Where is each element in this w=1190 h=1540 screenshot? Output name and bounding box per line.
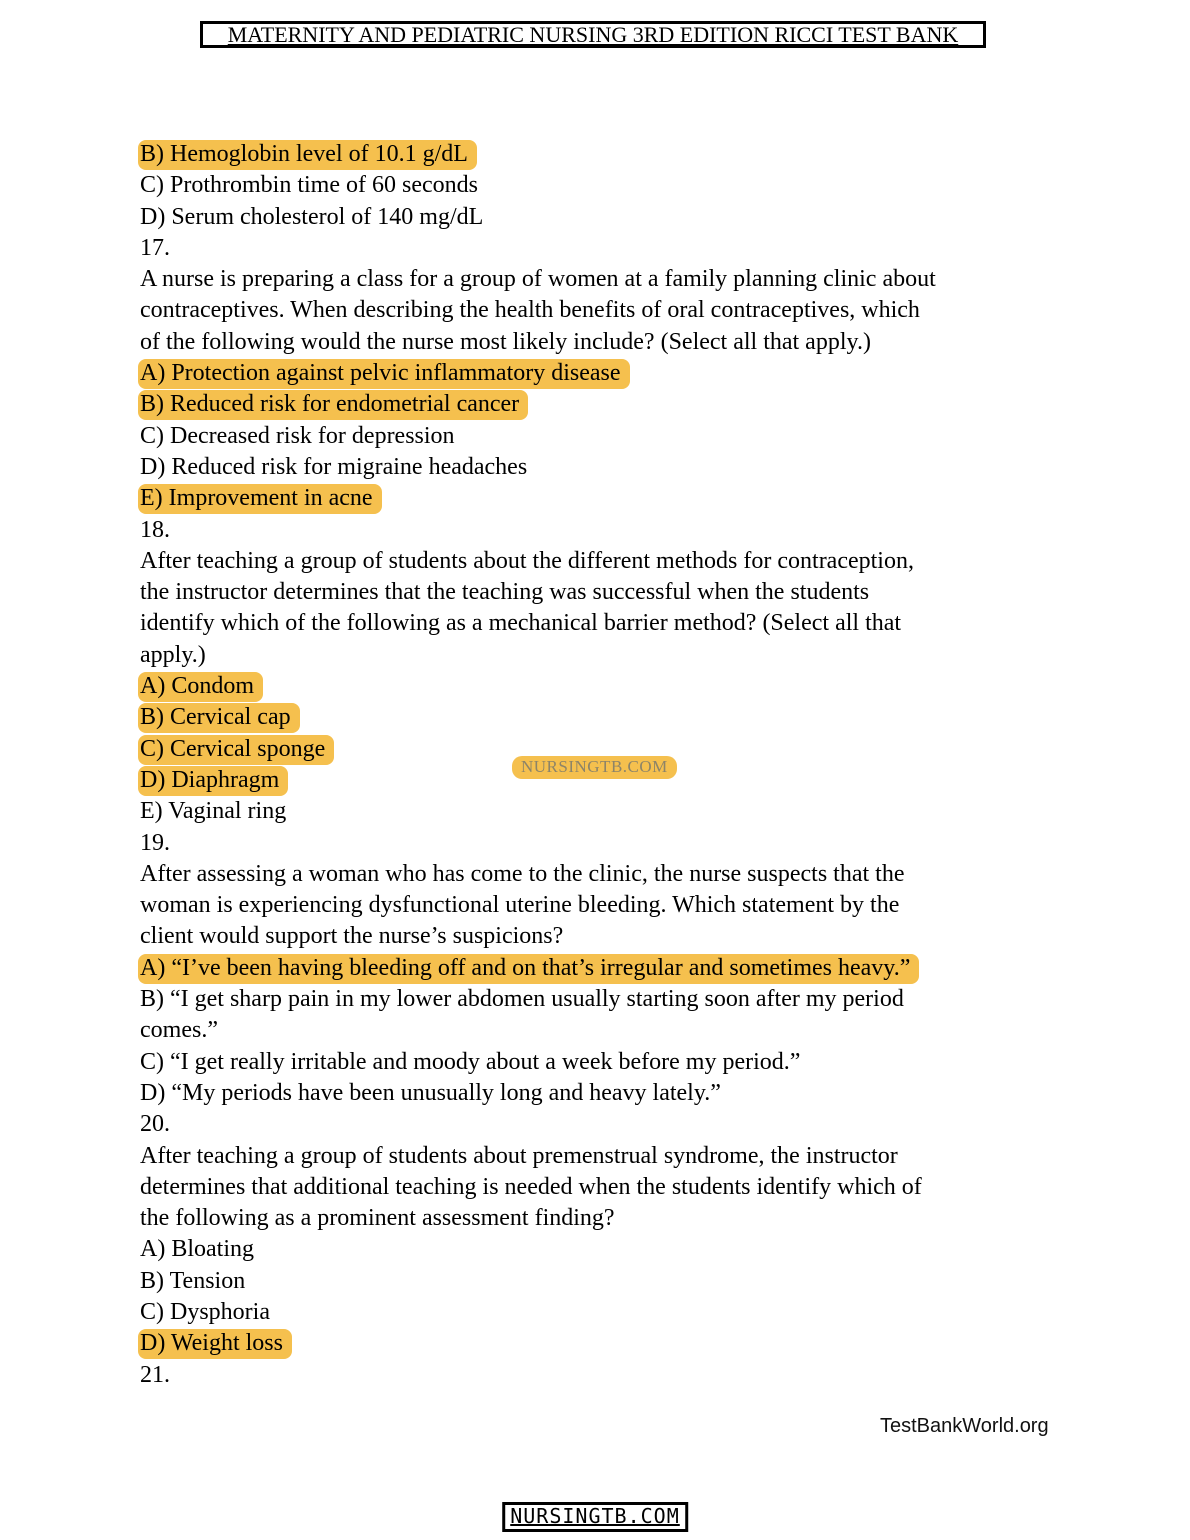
text-line	[140, 233, 1120, 264]
page-header-box	[200, 21, 986, 48]
footer-badge-text: NURSINGTB.COM	[502, 1502, 688, 1532]
text-line	[140, 327, 1120, 358]
text-line	[140, 421, 1120, 452]
plain-text: B) “I get sharp pain in my lower abdomen usually starting soon after my period	[140, 986, 904, 1013]
text-line	[140, 702, 1120, 733]
plain-text: D) “My periods have been unusually long and heavy lately.”	[140, 1079, 721, 1106]
text-line	[140, 1266, 1120, 1297]
text-line	[140, 358, 1120, 389]
text-line	[140, 1047, 1120, 1078]
text-line	[140, 1172, 1120, 1203]
text-line	[140, 546, 1120, 577]
watermark-text: NURSINGTB.COM	[512, 756, 677, 779]
plain-text: D) Serum cholesterol of 140 mg/dL	[140, 203, 484, 230]
plain-text: C) Dysphoria	[140, 1298, 270, 1325]
text-line	[140, 1015, 1120, 1046]
plain-text: A nurse is preparing a class for a group of women at a family planning clinic about	[140, 266, 936, 293]
plain-text: 18.	[140, 516, 170, 543]
text-line	[140, 1297, 1120, 1328]
text-line	[140, 202, 1120, 233]
highlighted-text: A) “I’ve been having bleeding off and on that’s irregular and sometimes heavy.”	[138, 954, 919, 984]
plain-text: 21.	[140, 1361, 170, 1388]
text-line	[140, 796, 1120, 827]
text-line	[140, 483, 1120, 514]
plain-text: C) Prothrombin time of 60 seconds	[140, 172, 478, 199]
plain-text: C) “I get really irritable and moody about a week before my period.”	[140, 1048, 801, 1075]
text-line	[140, 828, 1120, 859]
text-line	[140, 452, 1120, 483]
plain-text: 20.	[140, 1111, 170, 1138]
highlighted-text: D) Weight loss	[138, 1329, 292, 1359]
plain-text: B) Tension	[140, 1267, 246, 1294]
text-line	[140, 1328, 1120, 1359]
text-line	[140, 170, 1120, 201]
plain-text: C) Decreased risk for depression	[140, 422, 455, 449]
text-line	[140, 515, 1120, 546]
text-line	[140, 1203, 1120, 1234]
text-line	[140, 1078, 1120, 1109]
text-line	[140, 953, 1120, 984]
text-line	[140, 577, 1120, 608]
text-line	[140, 671, 1120, 702]
footer-site-text: TestBankWorld.org	[880, 1415, 1049, 1437]
plain-text: contraceptives. When describing the health benefits of oral contraceptives, which	[140, 297, 920, 324]
highlighted-text: A) Condom	[138, 672, 263, 702]
plain-text: E) Vaginal ring	[140, 798, 287, 825]
text-line	[140, 640, 1120, 671]
plain-text: the following as a prominent assessment finding?	[140, 1205, 615, 1232]
page-title: MATERNITY AND PEDIATRIC NURSING 3RD EDITION RICCI TEST BANK	[227, 21, 959, 47]
plain-text: 17.	[140, 234, 170, 261]
plain-text: After assessing a woman who has come to the clinic, the nurse suspects that the	[140, 860, 905, 887]
text-line	[140, 608, 1120, 639]
plain-text: A) Bloating	[140, 1236, 254, 1263]
plain-text: comes.”	[140, 1017, 218, 1044]
plain-text: woman is experiencing dysfunctional uterine bleeding. Which statement by the	[140, 892, 900, 919]
text-line	[140, 1360, 1120, 1391]
text-line	[140, 984, 1120, 1015]
text-line	[140, 1141, 1120, 1172]
plain-text: 19.	[140, 829, 170, 856]
text-line	[140, 264, 1120, 295]
plain-text: D) Reduced risk for migraine headaches	[140, 453, 528, 480]
highlighted-text: E) Improvement in acne	[138, 484, 382, 514]
highlighted-text: B) Cervical cap	[138, 703, 300, 733]
plain-text: the instructor determines that the teaching was successful when the students	[140, 579, 870, 606]
text-line	[140, 295, 1120, 326]
text-line	[140, 1109, 1120, 1140]
text-line	[140, 859, 1120, 890]
highlighted-text: A) Protection against pelvic inflammatory disease	[138, 359, 630, 389]
highlighted-text: B) Reduced risk for endometrial cancer	[138, 390, 528, 420]
highlighted-text: D) Diaphragm	[138, 766, 288, 796]
plain-text: client would support the nurse’s suspicions?	[140, 923, 564, 950]
plain-text: apply.)	[140, 641, 206, 668]
plain-text: After teaching a group of students about premenstrual syndrome, the instructor	[140, 1142, 898, 1169]
highlighted-text: C) Cervical sponge	[138, 735, 334, 765]
plain-text: of the following would the nurse most likely include? (Select all that apply.)	[140, 328, 871, 355]
plain-text: identify which of the following as a mechanical barrier method? (Select all that	[140, 610, 902, 637]
text-line	[140, 389, 1120, 420]
text-line	[140, 139, 1120, 170]
plain-text: determines that additional teaching is needed when the students identify which of	[140, 1173, 922, 1200]
plain-text: After teaching a group of students about the different methods for contraception,	[140, 547, 914, 574]
highlighted-text: B) Hemoglobin level of 10.1 g/dL	[138, 140, 477, 170]
text-line	[140, 890, 1120, 921]
text-line	[140, 1234, 1120, 1265]
text-line	[140, 921, 1120, 952]
